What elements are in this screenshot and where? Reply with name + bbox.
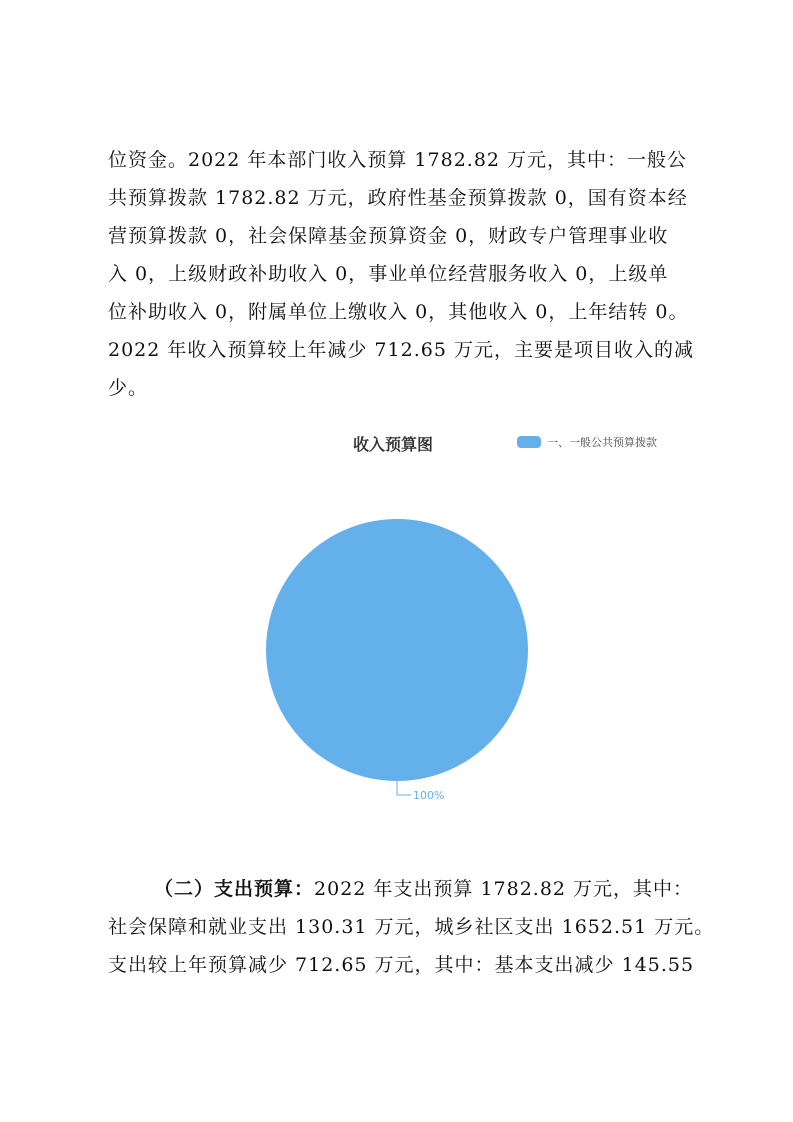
income-pie-chart	[260, 505, 560, 805]
legend-swatch	[517, 436, 541, 448]
paragraph-line: 位补助收入 0，附属单位上缴收入 0，其他收入 0，上年结转 0。	[108, 301, 689, 323]
paragraph-line: 位资金。2022 年本部门收入预算 1782.82 万元，其中：一般公	[108, 149, 688, 171]
paragraph-line: 入 0，上级财政补助收入 0，事业单位经营服务收入 0，上级单	[108, 263, 669, 285]
paragraph-line	[108, 870, 698, 908]
paragraph-line: 支出较上年预算减少 712.65 万元，其中：基本支出减少 145.55	[108, 954, 695, 976]
pie-slice	[266, 519, 528, 781]
section-text: 2022 年支出预算 1782.82 万元，其中：	[314, 878, 694, 900]
chart-legend	[517, 434, 657, 450]
label-leader-line	[397, 781, 411, 795]
paragraph-line: 营预算拨款 0，社会保障基金预算资金 0，财政专户管理事业收	[108, 225, 669, 247]
paragraph-line: 2022 年收入预算较上年减少 712.65 万元，主要是项目收入的减	[108, 339, 694, 361]
paragraph-line: 社会保障和就业支出 130.31 万元，城乡社区支出 1652.51 万元。	[108, 916, 715, 938]
paragraph-line: 少。	[108, 377, 149, 399]
pie-data-label: 100%	[413, 789, 445, 802]
section-heading: （二）支出预算：	[154, 878, 315, 900]
income-paragraph	[108, 141, 698, 407]
paragraph-line: 共预算拨款 1782.82 万元，政府性基金预算拨款 0，国有资本经	[108, 187, 688, 209]
expenditure-paragraph	[108, 870, 715, 984]
legend-label: 一、一般公共预算拨款	[547, 436, 657, 449]
chart-title: 收入预算图	[353, 435, 434, 454]
